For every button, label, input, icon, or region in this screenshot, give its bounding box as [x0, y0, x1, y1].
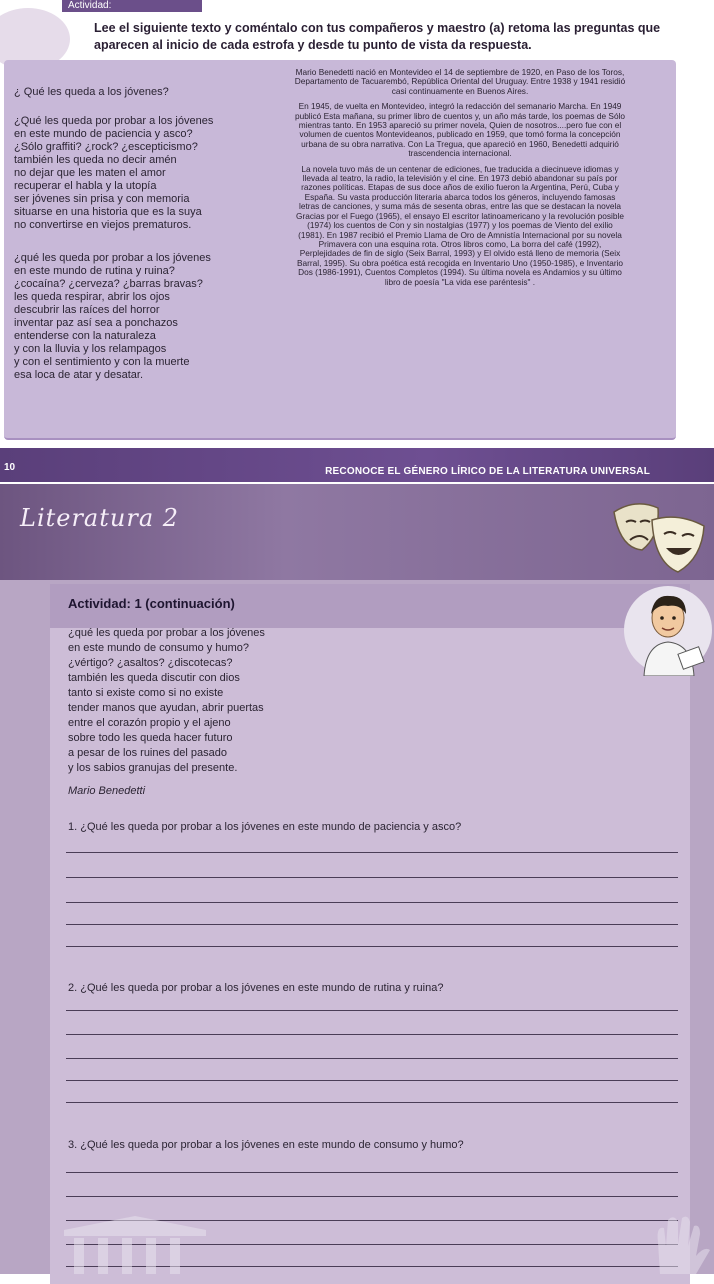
footer-title: RECONOCE EL GÉNERO LÍRICO DE LA LITERATURA UNIVERSAL — [325, 466, 650, 477]
answer-line[interactable] — [66, 1172, 678, 1173]
answer-line[interactable] — [66, 852, 678, 853]
poem-line: también les queda no decir amén — [14, 154, 177, 166]
answer-line[interactable] — [66, 902, 678, 903]
answer-line[interactable] — [66, 877, 678, 878]
student-avatar-icon — [614, 584, 714, 676]
poem-line: y con el sentimiento y con la muerte — [14, 356, 190, 368]
poem-line: no convertirse en viejos prematuros. — [14, 219, 192, 231]
poem-line: ¿Sólo graffiti? ¿rock? ¿escepticismo? — [14, 141, 198, 153]
answer-line[interactable] — [66, 1058, 678, 1059]
poem-line: ser jóvenes sin prisa y con memoria — [14, 193, 190, 205]
answer-line[interactable] — [66, 1196, 678, 1197]
poem-line: situarse en una historia que es la suya — [14, 206, 202, 218]
answer-line[interactable] — [66, 946, 678, 947]
poem-line: a pesar de los ruines del pasado — [68, 747, 227, 759]
poem-line: sobre todo les queda hacer futuro — [68, 732, 233, 744]
question-1: 1. ¿Qué les queda por probar a los jóvenes en este mundo de paciencia y asco? — [68, 821, 462, 833]
author-biography — [294, 68, 626, 293]
answer-line[interactable] — [66, 924, 678, 925]
poem-line: inventar paz así sea a ponchazos — [14, 317, 178, 329]
poem-line: descubrir las raíces del horror — [14, 304, 160, 316]
poem-line: tanto si existe como si no existe — [68, 687, 224, 699]
poem-line: ¿qué les queda por probar a los jóvenes — [14, 252, 211, 264]
poem-line: y con la lluvia y los relampagos — [14, 343, 167, 355]
decorative-banner — [0, 484, 714, 580]
answer-line[interactable] — [66, 1080, 678, 1081]
hand-silhouette-icon — [640, 1212, 714, 1274]
activity-tab-label: Actividad: — [62, 0, 202, 12]
poem-line: no dejar que les maten el amor — [14, 167, 166, 179]
instruction-text: Lee el siguiente texto y coméntalo con tus compañeros y maestro (a) retoma las preguntas que aparecen al inicio de cada estrofa y desde tu punto de vista da respuesta. — [94, 21, 661, 52]
poem-line: también les queda discutir con dios — [68, 672, 240, 684]
poem-author: Mario Benedetti — [68, 785, 146, 797]
theater-masks-icon — [606, 492, 710, 580]
poem-line: tender manos que ayudan, abrir puertas — [68, 702, 264, 714]
bio-paragraph: Mario Benedetti nació en Montevideo el 14 de septiembre de 1920, en Paso de los Toros, Departamento de Tacuarembó, República Oriental del Uruguay. Entre 1938 y 1941 residió casi continuamente en Buenos Aires. — [294, 67, 626, 96]
question-3: 3. ¿Qué les queda por probar a los jóvenes en este mundo de consumo y humo? — [68, 1139, 464, 1151]
poem-line: ¿vértigo? ¿asaltos? ¿discotecas? — [68, 657, 233, 669]
poem-line: ¿qué les queda por probar a los jóvenes — [68, 627, 265, 639]
poem-line: recuperar el habla y la utopía — [14, 180, 157, 192]
page-footer-band — [0, 448, 714, 482]
poem-line: y los sabios granujas del presente. — [68, 762, 238, 774]
poem-line: en este mundo de rutina y ruina? — [14, 265, 175, 277]
reading-box — [4, 60, 676, 440]
bio-paragraph: La novela tuvo más de un centenar de ediciones, fue traducida a diecinueve idiomas y llevada al teatro, la radio, la televisión y el cine. En 1973 debió abandonar su país por razones políticas. Etapas de sus doce años de exilio fueron la Argentina, Perú, Cuba y España. Su vasta producción literaria abarca todos los géneros, incluyendo famosas letras de canciones, y suma más de sesenta obras, entre las que se destacan la novela Gracias por el Fuego (1965), el ensayo El escritor latinoamericano y la revolución posible (1974) los cuentos de Con y sin nostalgias (1977) y los poemas de Viento del exilio (1981). En 1987 recibió el Premio Llama de Oro de Amnistía Internacional por su novela Primavera con una esquina rota. Otros libros como, La borra del café (1992), Perplejidades de fin de siglo (Seix Barral, 1993) y El olvido está lleno de memoria (Seix Barral, 1995). Su obra poética está recogida en Inventario Uno (1950-1985), e Inventario Dos (1986-1991), Cuentos Completos (1994). Su última novela es Andamios y su último libro de poesía "La vida ese paréntesis" . — [296, 163, 624, 287]
poem-line: esa loca de atar y desatar. — [14, 369, 144, 381]
poem-line: ¿Qué les queda por probar a los jóvenes — [14, 115, 214, 127]
bio-paragraph: En 1945, de vuelta en Montevideo, integró la redacción del semanario Marcha. En 1949 publicó Esta mañana, su primer libro de cuentos y, un año más tarde, los poemas de Sólo mientras tanto. En 1953 apareció su primer novela, Quien de nosotros....pero fue con el volumen de cuentos Montevideanos, publicado en 1959, que tomó forma la concepción urbana de su obra narrativa. Con La Tregua, que apareció en 1960, Benedetti adquirió trascendencia internacional. — [294, 101, 626, 159]
poem-line: en este mundo de consumo y humo? — [68, 642, 250, 654]
answer-line[interactable] — [66, 1034, 678, 1035]
poem-line: ¿cocaína? ¿cerveza? ¿barras bravas? — [14, 278, 203, 290]
top-page — [0, 0, 714, 482]
banner-title: Literatura 2 — [20, 504, 180, 532]
poem-line: ¿ Qué les queda a los jóvenes? — [14, 86, 169, 98]
answer-line[interactable] — [66, 1102, 678, 1103]
greek-ruins-icon — [60, 1214, 210, 1274]
poem-line: en este mundo de paciencia y asco? — [14, 128, 193, 140]
answer-line[interactable] — [66, 1010, 678, 1011]
activity-title: Actividad: 1 (continuación) — [68, 596, 235, 611]
page-number: 10 — [4, 462, 16, 473]
activity-header — [50, 584, 690, 628]
poem-line: entre el corazón propio y el ajeno — [68, 717, 231, 729]
poem-line: les queda respirar, abrir los ojos — [14, 291, 170, 303]
question-2: 2. ¿Qué les queda por probar a los jóvenes en este mundo de rutina y ruina? — [68, 982, 444, 994]
bottom-page — [0, 484, 714, 1274]
poem-line: entenderse con la naturaleza — [14, 330, 156, 342]
